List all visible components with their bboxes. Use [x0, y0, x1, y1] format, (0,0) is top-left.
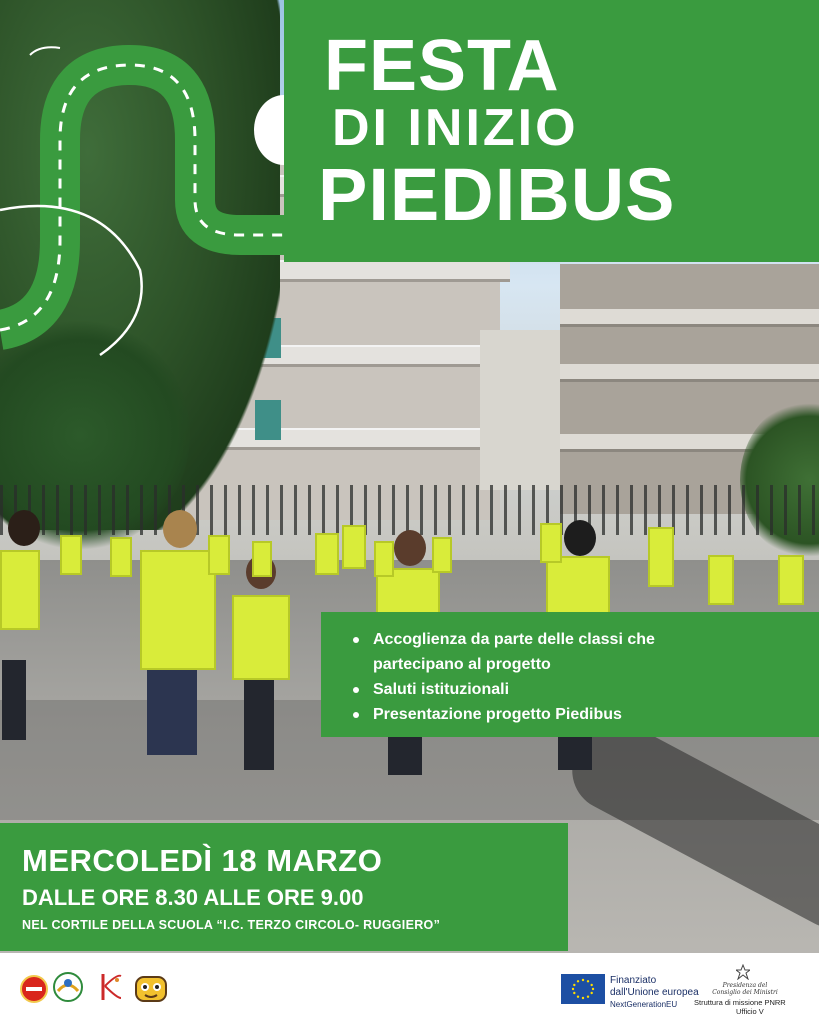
program-item: Accoglienza da parte delle classi che: [353, 627, 655, 652]
eu-funding-line-3: NextGenerationEU: [610, 1000, 678, 1009]
piedibus-logo: [52, 971, 84, 1005]
footer-logos: [0, 953, 819, 1024]
title-line-3: PIEDIBUS: [318, 153, 676, 236]
program-list: [353, 627, 655, 727]
title-line-1: FESTA: [324, 26, 560, 106]
bullet-icon: [353, 712, 359, 718]
program-item: Saluti istituzionali: [353, 677, 655, 702]
eu-flag-icon: [561, 974, 605, 1004]
event-place: NEL CORTILE DELLA SCUOLA “I.C. TERZO CIRCOLO- RUGGIERO”: [22, 918, 441, 932]
pnrr-structure-label: Struttura di missione PNRR: [694, 998, 786, 1007]
office-label: Ufficio V: [736, 1007, 764, 1016]
institute-logo: [95, 970, 127, 1004]
event-date: MERCOLEDÌ 18 MARZO: [22, 843, 383, 878]
program-item: Presentazione progetto Piedibus: [353, 702, 655, 727]
group-background: [60, 515, 819, 605]
government-script: Presidenza del Consiglio dei Ministri: [712, 982, 778, 996]
program-item-continuation: partecipano al progetto: [373, 656, 551, 673]
eu-funding-line-2: dall'Unione europea: [610, 987, 699, 998]
mascot-logo: [133, 969, 169, 1007]
eu-funding-line-1: Finanziato: [610, 975, 657, 986]
adult-left: [0, 510, 48, 740]
program-box: [321, 612, 819, 737]
event-info-box: [0, 823, 568, 951]
school-logo-red: [20, 975, 48, 1003]
bullet-icon: [353, 637, 359, 643]
italian-emblem-icon: [736, 964, 750, 980]
title-box: [284, 0, 819, 262]
event-hours: DALLE ORE 8.30 ALLE ORE 9.00: [22, 885, 364, 910]
bullet-icon: [353, 687, 359, 693]
title-line-2: DI INIZIO: [332, 99, 579, 157]
